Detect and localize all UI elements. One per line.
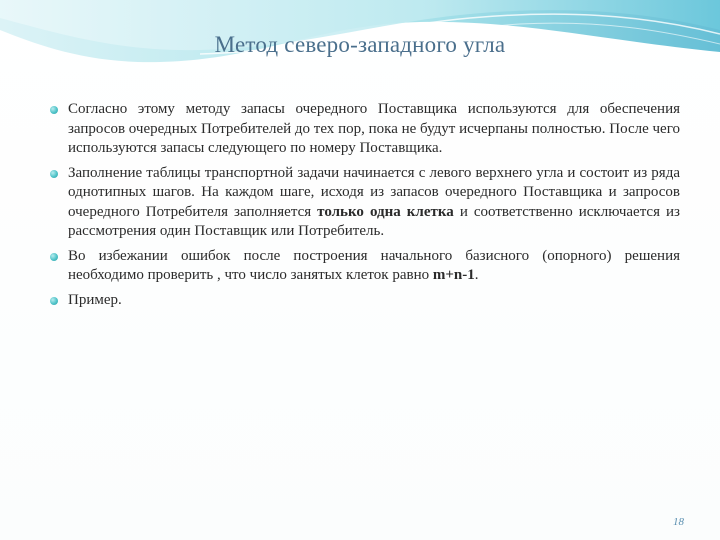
bullet-icon [50,297,58,305]
bullet-icon [50,253,58,261]
page-number: 18 [673,516,684,528]
slide-title: Метод северо-западного угла [214,32,506,57]
bullet-item-1 [48,100,680,159]
bullet-text-after: . [474,267,479,283]
bullet-text-bold: только одна клетка [317,203,454,220]
bullet-text: Согласно этому методу запасы очередного Поставщика используются для обеспечения запросов очередных Потребителей до тех пор, пока не будут исчерпаны полностью. После чего используются запасы следующего по номеру Поставщика. [68,101,680,156]
bullet-icon [50,106,58,114]
bullet-item-3 [48,247,680,286]
bullet-item-2 [48,164,680,242]
bullet-text-bold: m+n-1 [432,267,475,283]
slide-content [48,100,680,315]
bullet-icon [50,170,58,178]
bullet-text-before: Заполнение таблицы транспортной задачи начинается с левого верхнего угла и состоит из ряда однотипных шагов. На каждом шаге, исходя из запасов очередного Поставщика и запросов очередного Потребителя заполняется [68,164,680,220]
bullet-item-4 [48,291,680,311]
bullet-text-before: Во избежании ошибок после построения начального базисного (опорного) решения необходимо проверить , что число занятых клеток равно [68,247,680,283]
bullet-text-after: и соответственно исключается из рассмотрения один Поставщик или Потребитель. [68,203,680,239]
bullet-text: Пример. [68,291,122,308]
